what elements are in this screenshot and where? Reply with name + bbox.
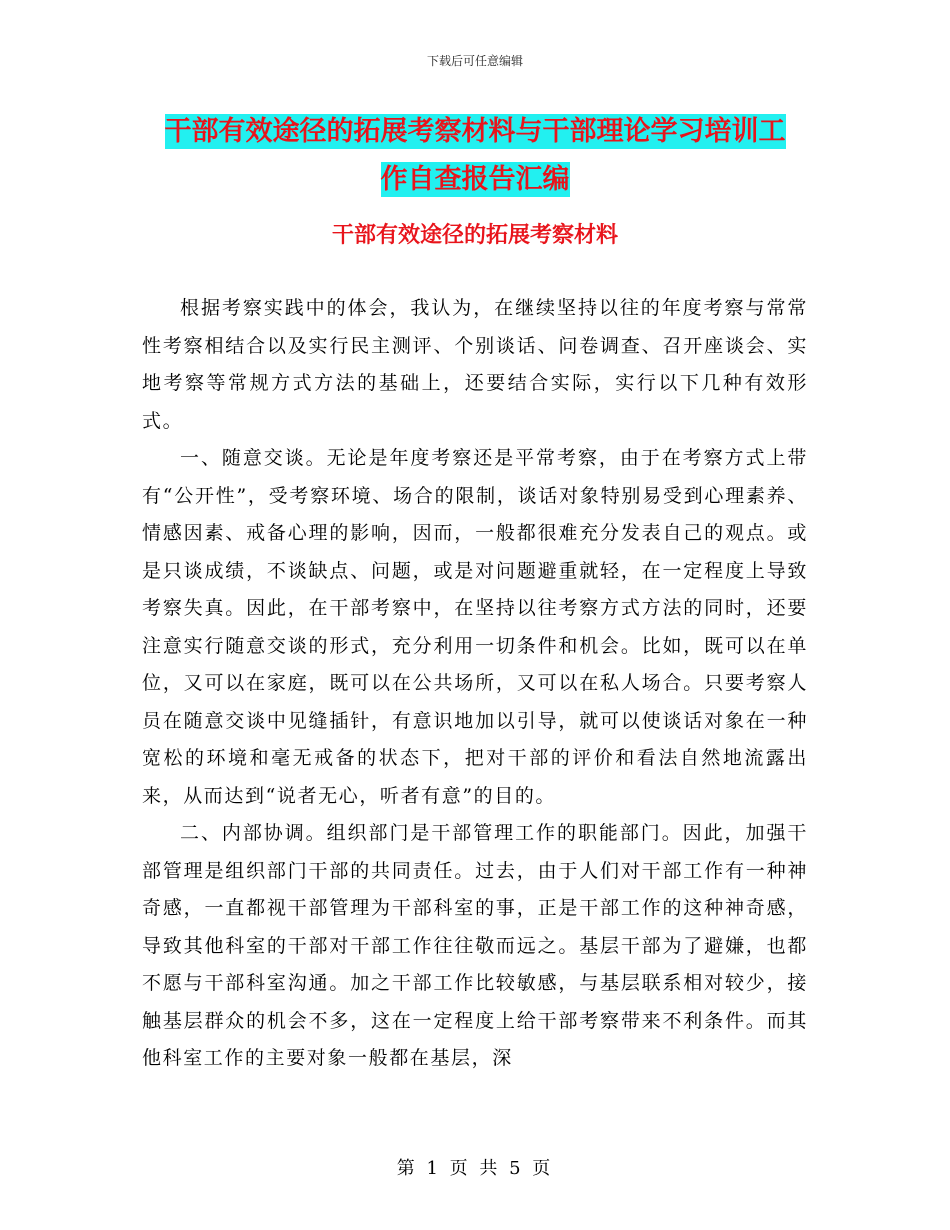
paragraph-intro: 根据考察实践中的体会，我认为，在继续坚持以往的年度考察与常常性考察相结合以及实行民主测评、个别谈话、问卷调查、召开座谈会、实地考察等常规方式方法的基础上，还要结合实际，实行以下几种有效形式。 [142,297,808,432]
page-number: 第 1 页 共 5 页 [396,1158,554,1179]
body-content [142,290,808,1078]
document-title-line-1: 干部有效途径的拓展考察材料与干部理论学习培训工 [164,116,786,147]
paragraph-casual-talk: 一、随意交谈。无论是年度考察还是平常考察，由于在考察方式上带有“公开性”，受考察环境、场合的限制，谈话对象特别易受到心理素养、情感因素、戒备心理的影响，因而，一般都很难充分发表自己的观点。或是只谈成绩，不谈缺点、问题，或是对问题避重就轻，在一定程度上导致考察失真。因此，在干部考察中，在坚持以往考察方式方法的同时，还要注意实行随意交谈的形式，充分利用一切条件和机会。比如，既可以在单位，又可以在家庭，既可以在公共场所，又可以在私人场合。只要考察人员在随意交谈中见缝插针，有意识地加以引导，就可以使谈话对象在一种宽松的环境和毫无戒备的状态下，把对干部的评价和看法自然地流露出来，从而达到“说者无心，听者有意”的目的。 [142,447,808,807]
section-title: 干部有效途径的拓展考察材料 [331,223,618,248]
paragraph-internal-coordination: 二、内部协调。组织部门是干部管理工作的职能部门。因此，加强干部管理是组织部门干部的共同责任。过去，由于人们对干部工作有一种神奇感，一直都视干部管理为干部科室的事，正是干部工作的这种神奇感，导致其他科室的干部对干部工作往往敬而远之。基层干部为了避嫌，也都不愿与干部科室沟通。加之干部工作比较敏感，与基层联系相对较少，接触基层群众的机会不多，这在一定程度上给干部考察带来不利条件。而其他科室工作的主要对象一般都在基层，深 [142,822,808,1069]
header-note: 下载后可任意编辑 [426,54,523,68]
document-title [140,108,810,204]
document-title-line-2: 作自查报告汇编 [380,164,570,195]
